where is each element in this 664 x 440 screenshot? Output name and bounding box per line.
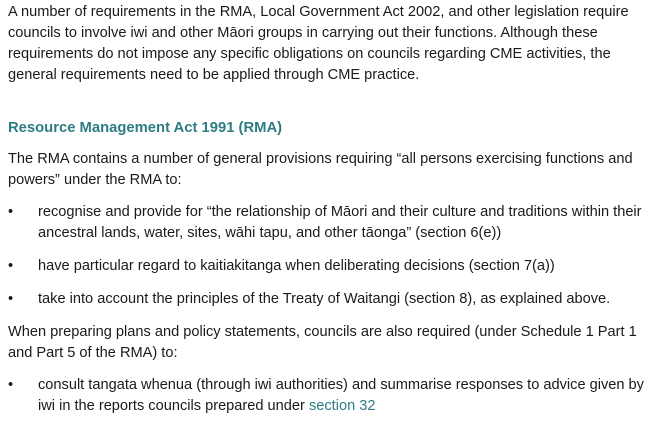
- list-item-text: take into account the principles of the Treaty of Waitangi (section 8), as explained above.: [38, 291, 611, 307]
- list-item: [0, 202, 664, 244]
- plans-intro-paragraph: When preparing plans and policy statements, councils are also required (under Schedule 1 Part 1 and Part 5 of the RMA) to:: [8, 324, 637, 361]
- intro-paragraph: A number of requirements in the RMA, Local Government Act 2002, and other legislation require councils to involve iwi and other Māori groups in carrying out their functions. Although these requirements do not impose any specific obligations on councils regarding CME activities, the general requirements need to be applied through CME practice.: [8, 4, 629, 83]
- section-heading: Resource Management Act 1991 (RMA): [8, 120, 283, 136]
- list-item: [0, 289, 664, 310]
- bullet-icon: •: [8, 291, 14, 307]
- list-item: [0, 256, 664, 277]
- list-item-text: recognise and provide for “the relationship of Māori and their culture and traditions within their ancestral lands, water, sites, wāhi tapu, and other tāonga” (section 6(e)): [38, 204, 642, 241]
- rma-intro-paragraph: The RMA contains a number of general provisions requiring “all persons exercising functions and powers” under the RMA to:: [8, 151, 633, 188]
- plans-bullet-list: [0, 375, 664, 429]
- rma-bullet-list: [0, 202, 664, 322]
- list-item-text: have particular regard to kaitiakitanga when deliberating decisions (section 7(a)): [38, 258, 555, 274]
- list-item-text: consult tangata whenua (through iwi authorities) and summarise responses to advice given by iwi in the reports councils prepared under: [38, 377, 644, 414]
- list-item: [0, 375, 664, 417]
- bullet-icon: •: [8, 204, 14, 220]
- bullet-icon: •: [8, 377, 14, 393]
- section-32-link[interactable]: section 32: [308, 398, 376, 414]
- bullet-icon: •: [8, 258, 14, 274]
